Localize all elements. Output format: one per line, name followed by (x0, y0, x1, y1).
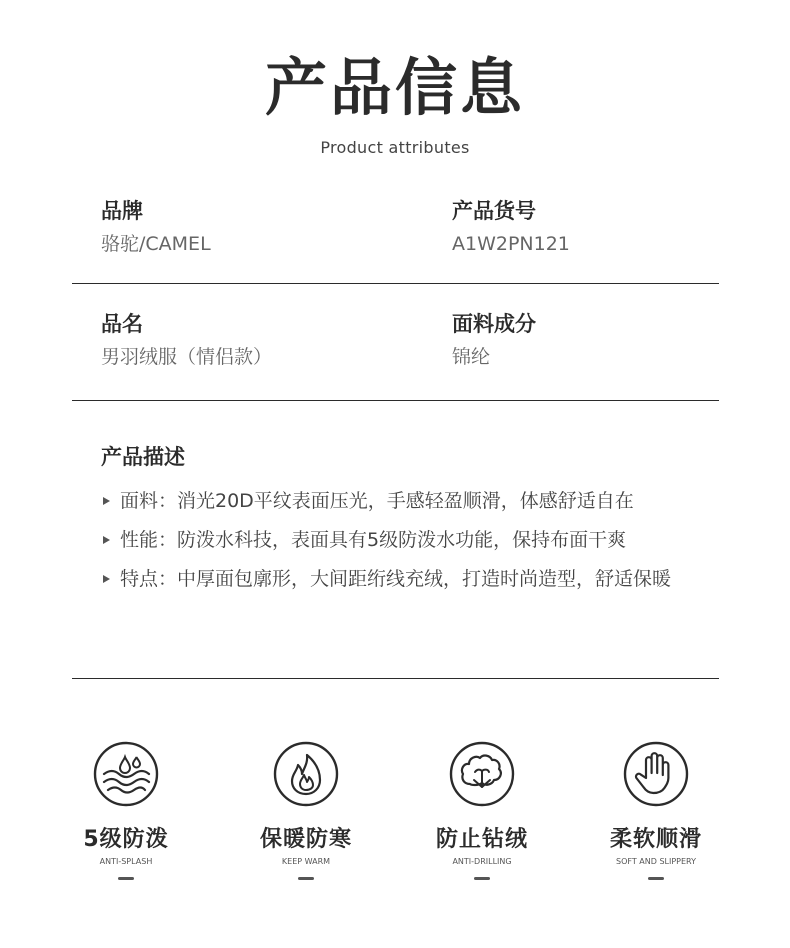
feature-dash (298, 877, 314, 880)
water-splash-icon (92, 740, 160, 808)
feature-subtitle: ANTI-SPLASH (99, 857, 153, 866)
description-text: 面料：消光20D平纹表面压光，手感轻盈顺滑，体感舒适自在 (120, 490, 634, 512)
feature-dash (474, 877, 490, 880)
divider (72, 283, 719, 284)
description-text: 性能：防泼水科技，表面具有5级防泼水功能，保持布面干爽 (120, 529, 627, 551)
page-subtitle: Product attributes (320, 138, 470, 157)
attribute-value: 锦纶 (452, 346, 491, 368)
divider (72, 678, 719, 679)
feature-dash (648, 877, 664, 880)
description-text: 特点：中厚面包廓形，大间距绗线充绒，打造时尚造型，舒适保暖 (120, 568, 672, 590)
description-list (101, 487, 761, 604)
description-title: 产品描述 (101, 445, 185, 469)
attribute-label: 面料成分 (452, 312, 536, 336)
attribute-product-name (101, 311, 272, 369)
bullet-triangle-icon (103, 575, 110, 583)
attribute-label: 品牌 (101, 199, 143, 223)
feature-anti-splash (51, 740, 201, 880)
feature-keep-warm (231, 740, 381, 880)
bullet-triangle-icon (103, 536, 110, 544)
attribute-item-number (452, 198, 570, 256)
attribute-fabric (452, 311, 536, 369)
feature-soft-slippery (581, 740, 731, 880)
attribute-value: 骆驼/CAMEL (101, 233, 211, 255)
feature-anti-drilling (407, 740, 557, 880)
feature-name: 防止钻绒 (435, 827, 528, 852)
page-title: 产品信息 (264, 51, 525, 124)
attribute-value: A1W2PN121 (452, 233, 570, 255)
attribute-label: 产品货号 (452, 199, 536, 223)
feature-subtitle: SOFT AND SLIPPERY (616, 857, 696, 866)
attribute-label: 品名 (101, 312, 143, 336)
bullet-triangle-icon (103, 497, 110, 505)
feature-subtitle: KEEP WARM (281, 857, 331, 866)
divider (72, 400, 719, 401)
description-item (101, 565, 700, 594)
description-item (101, 526, 761, 555)
feature-name: 柔软顺滑 (609, 827, 702, 852)
feature-name: 保暖防寒 (259, 827, 352, 852)
flame-icon (272, 740, 340, 808)
description-item (101, 487, 761, 516)
attribute-value: 男羽绒服（情侣款） (101, 346, 273, 368)
feature-name: 5级防泼 (83, 827, 169, 852)
feature-dash (118, 877, 134, 880)
attribute-brand (101, 198, 211, 256)
cotton-icon (448, 740, 516, 808)
hand-icon (622, 740, 690, 808)
feature-subtitle: ANTI-DRILLING (452, 857, 512, 866)
